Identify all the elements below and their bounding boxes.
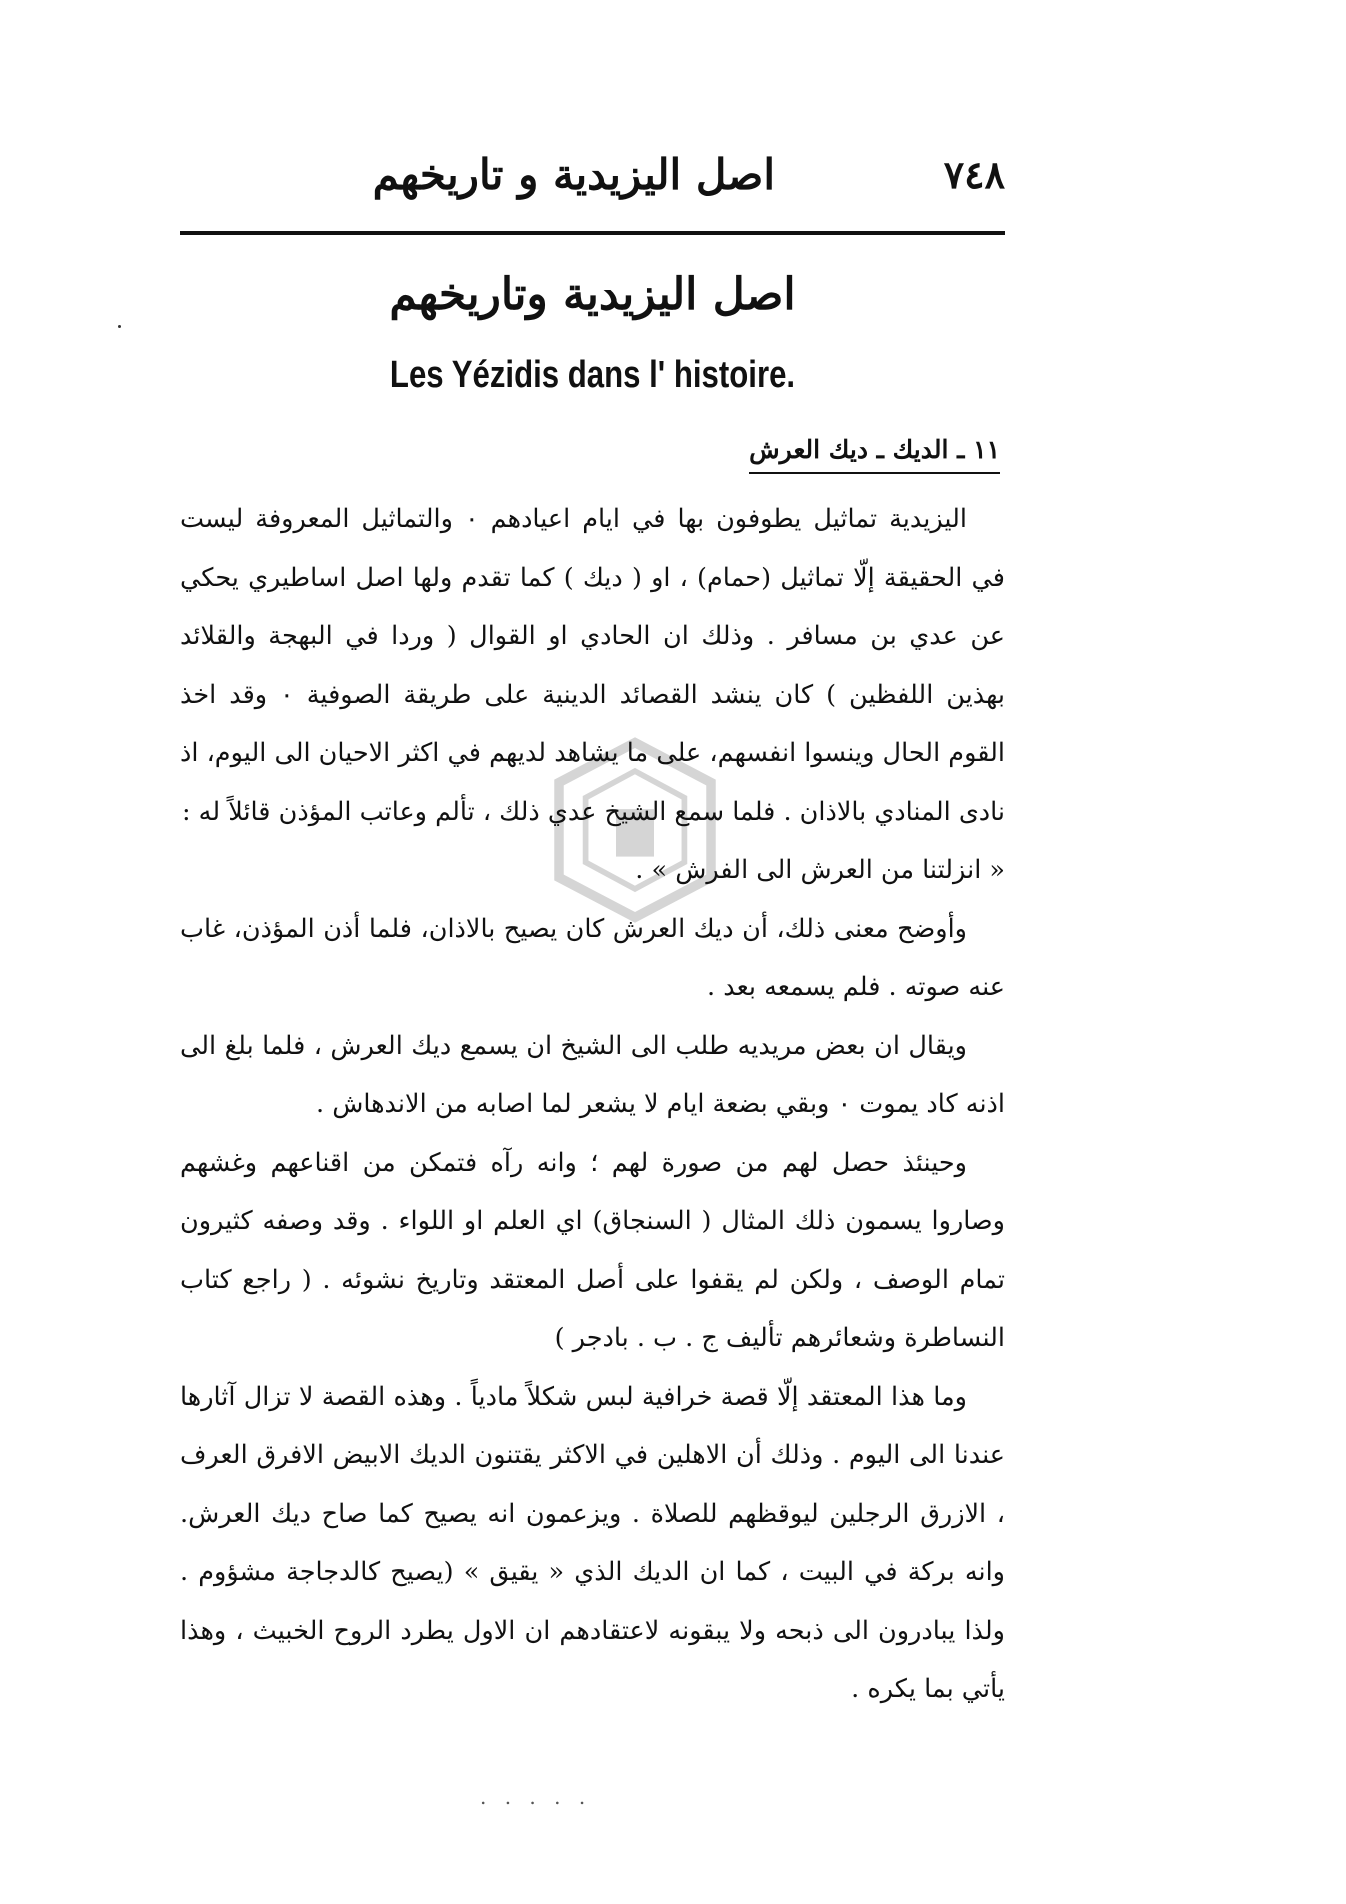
header-rule [180, 231, 1005, 235]
paragraph-3: ويقال ان بعض مريديه طلب الى الشيخ ان يسمع ديك العرش ، فلما بلغ الى اذنه كاد يموت ٠ وبقي بضعة ايام لا يشعر لما اصابه من الاندهاش . [180, 1030, 1005, 1119]
paragraph-5: وما هذا المعتقد إلّا قصة خرافية لبس شكلاً مادياً . وهذه القصة لا تزال آثارها عندنا الى اليوم . وذلك أن الاهلين في الاكثر يقتنون الديك الابيض الافرق العرف ، الازرق الرجلين ليوقظهم للصلاة . ويزعمون انه يصيح كما صاح ديك العرش. وانه بركة في البيت ، كما ان الديك الذي « يقيق » (يصيح كالدجاجة مشؤوم . ولذا يبادرون الى ذبحه ولا يبقونه لاعتقادهم ان الاول يطرد الروح الخبيث ، وهذا يأتي بما يكره . [180, 1381, 1005, 1704]
running-title: اصل اليزيدية و تاريخهم [372, 150, 775, 199]
scan-speck [118, 325, 121, 328]
page-number: ٧٤٨ [943, 152, 1005, 197]
article-subtitle: Les Yézidis dans l' histoire. [389, 354, 796, 396]
title-block [180, 255, 1005, 405]
article-title: اصل اليزيدية وتاريخهم [389, 269, 796, 320]
paragraph-4: وحينئذ حصل لهم من صورة لهم ؛ وانه رآه فتمكن من اقناعهم وغشهم وصاروا يسمون ذلك المثال ( السنجاق) اي العلم او اللواء . وقد وصفه كثيرون تمام الوصف ، ولكن لم يقفوا على أصل المعتقد وتاريخ نشوئه . ( راجع كتاب النساطرة وشعائرهم تأليف ج . ب . بادجر ) [180, 1147, 1005, 1353]
paragraph-2: وأوضح معنى ذلك، أن ديك العرش كان يصيح بالاذان، فلما أذن المؤذن، غاب عنه صوته . فلم يسمعه بعد . [180, 913, 1005, 1002]
page-header [180, 145, 1005, 215]
paragraph-quote: « انزلتنا من العرش الى الفرش » . [635, 855, 1005, 885]
body-text [180, 490, 1005, 1719]
paragraph-1: اليزيدية تماثيل يطوفون بها في ايام اعيادهم ٠ والتماثيل المعروفة ليست في الحقيقة إلّا تماثيل (حمام) ، او ( ديك ) كما تقدم ولها اصل اساطيري يحكي عن عدي بن مسافر . وذلك ان الحادي او القوال ( وردا في البهجة والقلائد بهذين اللفظين ) كان ينشد القصائد الدينية على طريقة الصوفية ٠ وقد اخذ القوم الحال وينسوا انفسهم، على ما يشاهد لديهم في اكثر الاحيان الى اليوم، اذ نادى المنادي بالاذان . فلما سمع الشيخ عدي ذلك ، تألم وعاتب المؤذن قائلاً له : [180, 504, 1005, 827]
footer-marks: . . . . . [480, 1785, 592, 1809]
section-heading: ١١ ـ الديك ـ ديك العرش [749, 430, 1000, 474]
